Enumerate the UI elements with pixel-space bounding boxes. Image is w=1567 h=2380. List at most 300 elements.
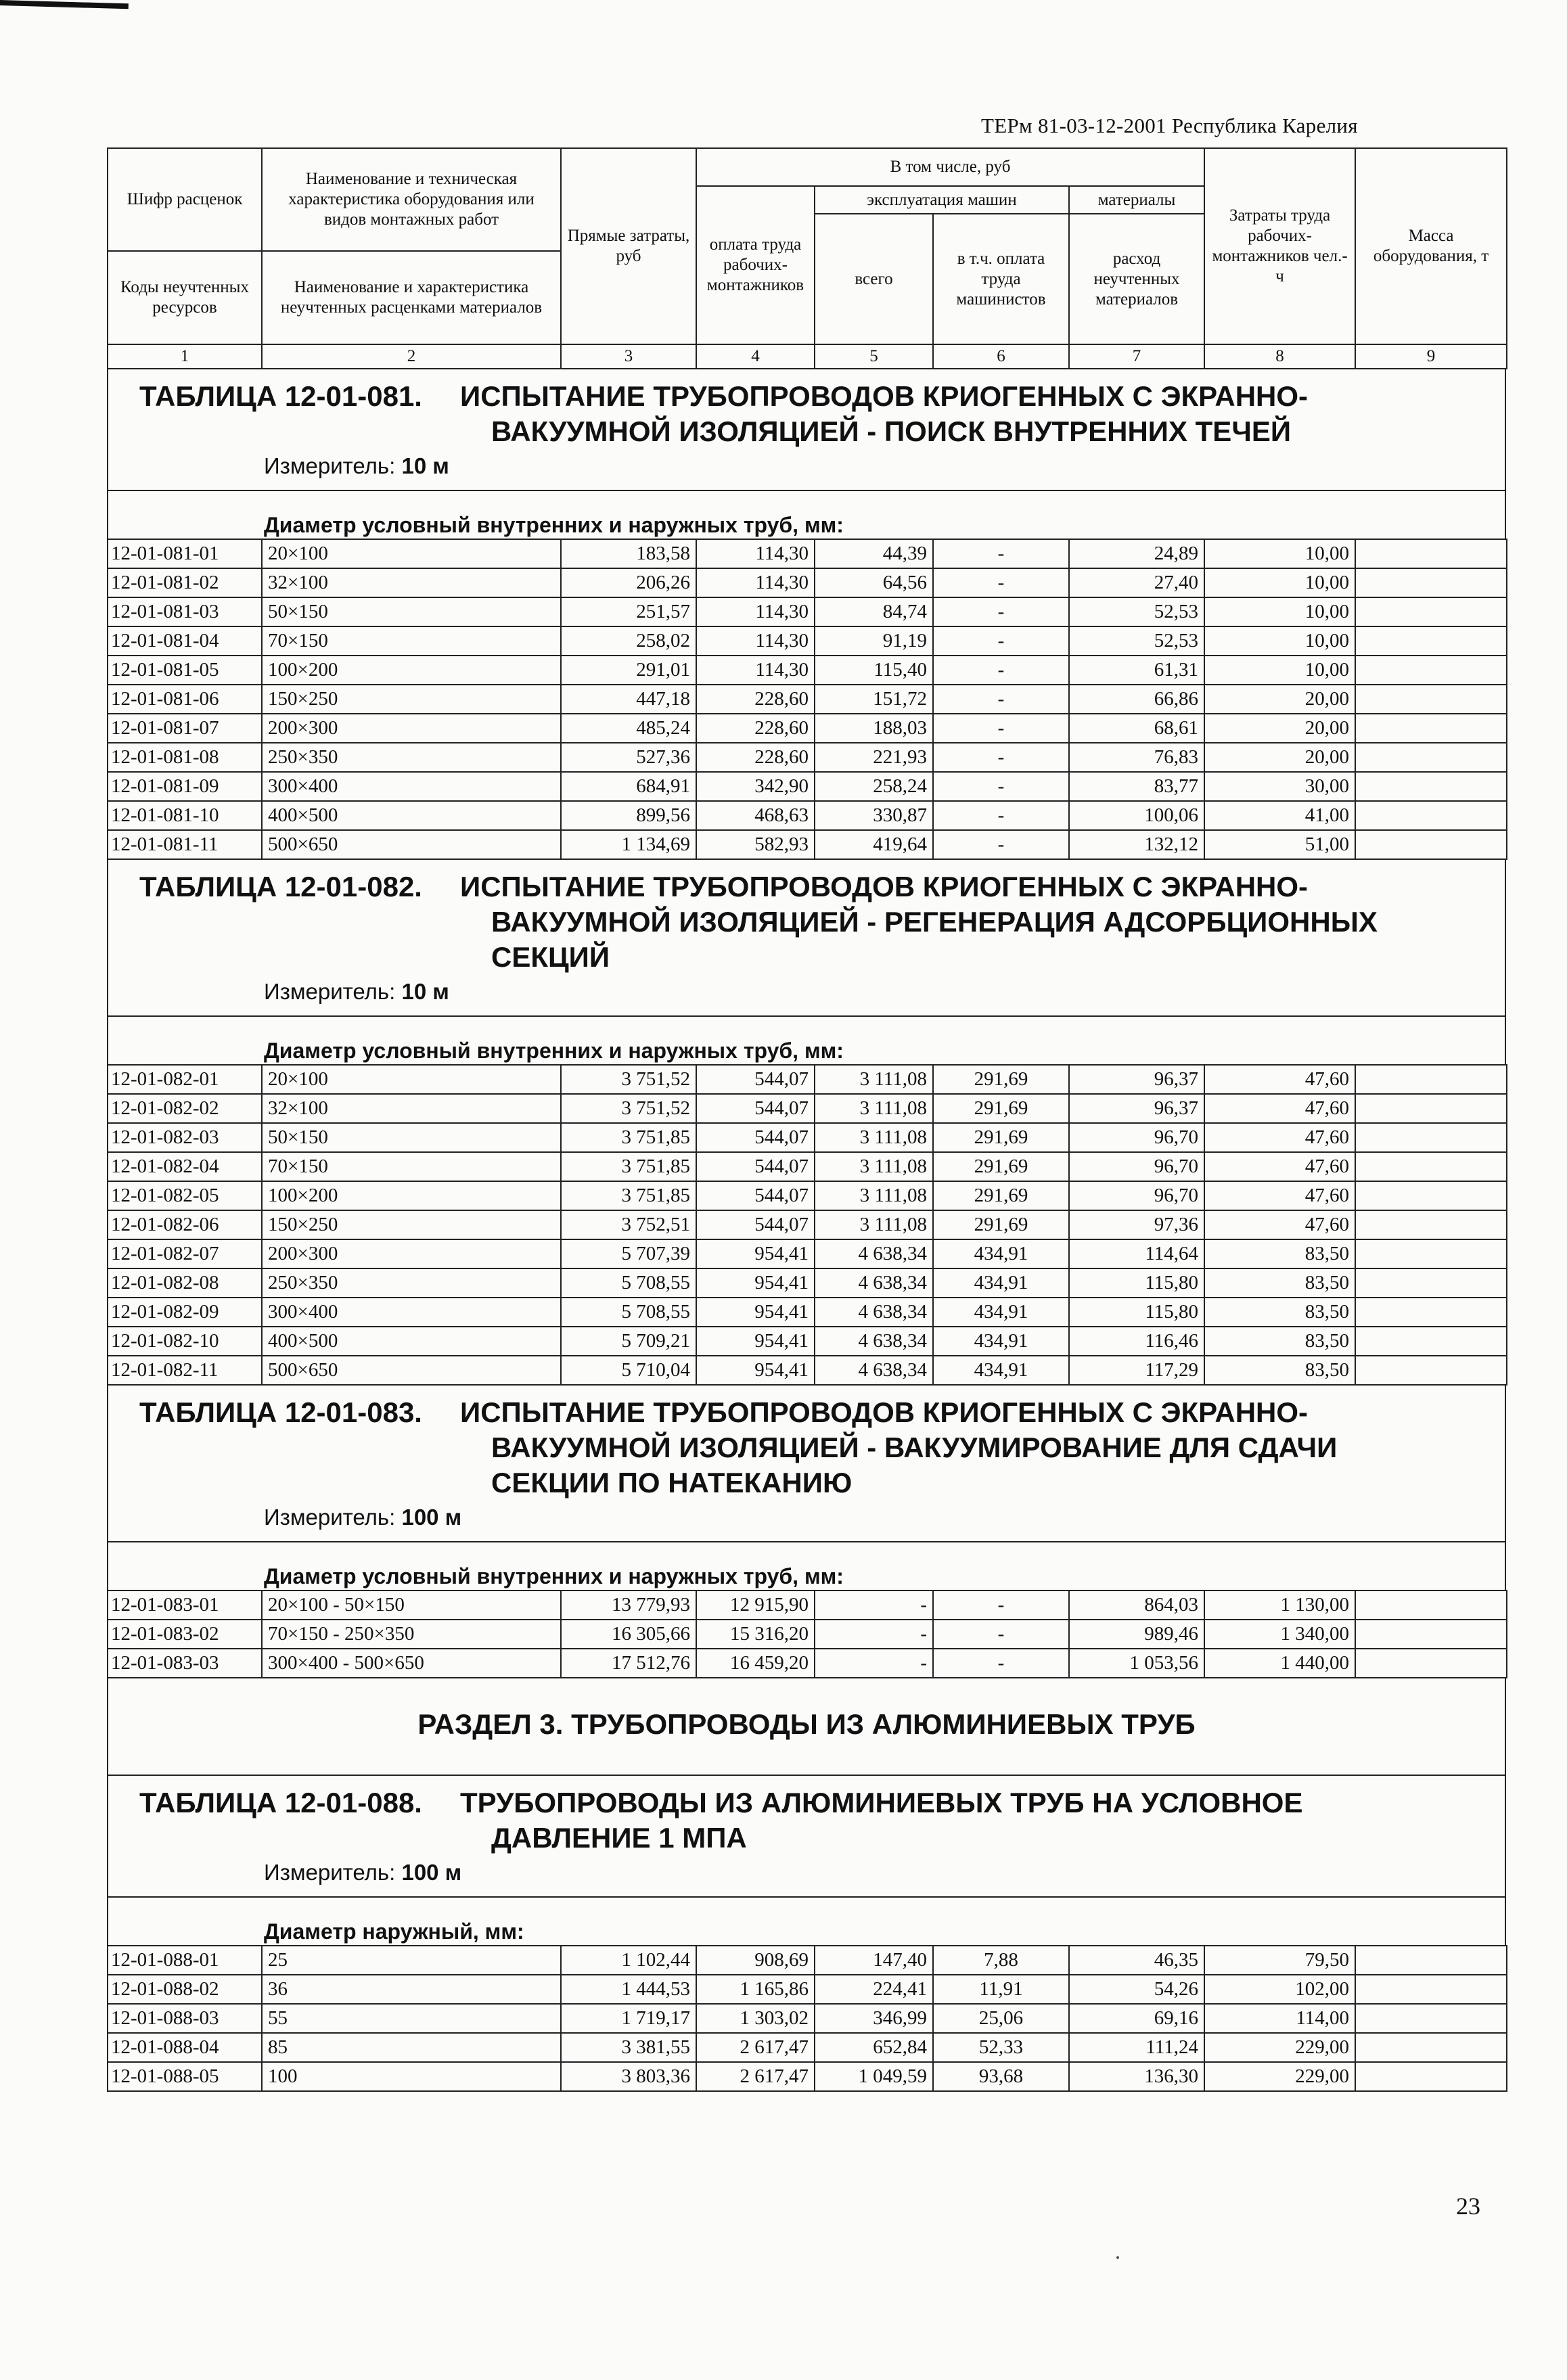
table-cell bbox=[1355, 626, 1507, 656]
table-title-line: СЕКЦИЙ bbox=[491, 941, 610, 973]
table-cell: 485,24 bbox=[561, 714, 696, 743]
table-cell: 500×650 bbox=[262, 830, 561, 859]
table-cell: 12-01-082-08 bbox=[108, 1268, 262, 1298]
table-cell: 69,16 bbox=[1069, 2004, 1204, 2033]
table-cell: 3 752,51 bbox=[561, 1210, 696, 1239]
table-cell: 544,07 bbox=[696, 1065, 815, 1094]
table-cell: 114,64 bbox=[1069, 1239, 1204, 1268]
table-cell: 83,50 bbox=[1204, 1356, 1355, 1385]
table-cell: 954,41 bbox=[696, 1268, 815, 1298]
table-cell: 291,69 bbox=[933, 1065, 1069, 1094]
table-cell: 52,33 bbox=[933, 2033, 1069, 2062]
table-cell: 527,36 bbox=[561, 743, 696, 772]
table-cell: 228,60 bbox=[696, 685, 815, 714]
table-cell: - bbox=[933, 656, 1069, 685]
table-blocks bbox=[107, 369, 1506, 2092]
table-cell: 434,91 bbox=[933, 1268, 1069, 1298]
table-cell: 44,39 bbox=[815, 539, 933, 568]
table-cell: 221,93 bbox=[815, 743, 933, 772]
unit-of-measure bbox=[108, 449, 1505, 490]
table-cell: - bbox=[933, 539, 1069, 568]
table-cell: 70×150 bbox=[262, 1152, 561, 1181]
table-cell: - bbox=[933, 743, 1069, 772]
table-cell: - bbox=[815, 1620, 933, 1649]
table-cell: 4 638,34 bbox=[815, 1298, 933, 1327]
table-cell: 989,46 bbox=[1069, 1620, 1204, 1649]
table-cell: 114,30 bbox=[696, 539, 815, 568]
table-cell: 250×350 bbox=[262, 743, 561, 772]
table-cell bbox=[1355, 1239, 1507, 1268]
table-cell: 24,89 bbox=[1069, 539, 1204, 568]
table-cell: 291,69 bbox=[933, 1123, 1069, 1152]
table-cell: 291,69 bbox=[933, 1181, 1069, 1210]
table-cell: 1 719,17 bbox=[561, 2004, 696, 2033]
table-cell: 3 111,08 bbox=[815, 1152, 933, 1181]
column-number: 1 bbox=[108, 344, 262, 369]
table-cell: 25 bbox=[262, 1946, 561, 1975]
table-row bbox=[108, 830, 1507, 859]
table-cell: 5 707,39 bbox=[561, 1239, 696, 1268]
table-cell: 4 638,34 bbox=[815, 1356, 933, 1385]
table-cell: 12-01-088-04 bbox=[108, 2033, 262, 2062]
header-materials: материалы bbox=[1069, 186, 1204, 214]
table-cell: 25,06 bbox=[933, 2004, 1069, 2033]
table-cell: 3 803,36 bbox=[561, 2062, 696, 2091]
table-row bbox=[108, 1591, 1507, 1620]
column-number: 3 bbox=[561, 344, 696, 369]
table-cell: 96,70 bbox=[1069, 1123, 1204, 1152]
table-cell: 10,00 bbox=[1204, 597, 1355, 626]
table-cell: 544,07 bbox=[696, 1210, 815, 1239]
section-heading: РАЗДЕЛ 3. ТРУБОПРОВОДЫ ИЗ АЛЮМИНИЕВЫХ ТРУБ bbox=[108, 1678, 1505, 1776]
table-cell: 954,41 bbox=[696, 1356, 815, 1385]
table-cell bbox=[1355, 1210, 1507, 1239]
table-cell: 136,30 bbox=[1069, 2062, 1204, 2091]
table-cell bbox=[1355, 1181, 1507, 1210]
table-cell: 96,37 bbox=[1069, 1094, 1204, 1123]
table-row bbox=[108, 1327, 1507, 1356]
table-cell: 188,03 bbox=[815, 714, 933, 743]
table-cell: 83,50 bbox=[1204, 1298, 1355, 1327]
table-cell: 12-01-082-07 bbox=[108, 1239, 262, 1268]
table-cell: 114,30 bbox=[696, 597, 815, 626]
table-cell: - bbox=[933, 568, 1069, 597]
table-cell: 150×250 bbox=[262, 1210, 561, 1239]
table-row bbox=[108, 2033, 1507, 2062]
table-code: ТАБЛИЦА 12-01-081. bbox=[139, 380, 422, 412]
table-row bbox=[108, 539, 1507, 568]
table-cell: 114,30 bbox=[696, 568, 815, 597]
table-cell bbox=[1355, 2062, 1507, 2091]
table-cell: 115,40 bbox=[815, 656, 933, 685]
table-row bbox=[108, 626, 1507, 656]
table-cell: 47,60 bbox=[1204, 1123, 1355, 1152]
table-cell bbox=[1355, 1268, 1507, 1298]
table-title-line: ТРУБОПРОВОДЫ ИЗ АЛЮМИНИЕВЫХ ТРУБ НА УСЛОВНОЕ bbox=[460, 1787, 1303, 1818]
table-cell bbox=[1355, 1327, 1507, 1356]
table-cell: 12-01-082-10 bbox=[108, 1327, 262, 1356]
table-cell: 32×100 bbox=[262, 568, 561, 597]
table-cell: 20×100 bbox=[262, 539, 561, 568]
table-cell: - bbox=[933, 772, 1069, 801]
table-cell: 1 165,86 bbox=[696, 1975, 815, 2004]
table-cell: 206,26 bbox=[561, 568, 696, 597]
table-cell: 12-01-082-06 bbox=[108, 1210, 262, 1239]
table-cell: 3 111,08 bbox=[815, 1123, 933, 1152]
table-cell: 12-01-081-03 bbox=[108, 597, 262, 626]
table-cell: 41,00 bbox=[1204, 801, 1355, 830]
table-cell: 147,40 bbox=[815, 1946, 933, 1975]
table-cell: 66,86 bbox=[1069, 685, 1204, 714]
column-number: 8 bbox=[1204, 344, 1355, 369]
table-cell: 20,00 bbox=[1204, 743, 1355, 772]
table-cell: 5 708,55 bbox=[561, 1298, 696, 1327]
rate-table bbox=[107, 1590, 1507, 1678]
table-cell: 52,53 bbox=[1069, 626, 1204, 656]
table-cell: 30,00 bbox=[1204, 772, 1355, 801]
table-cell: 346,99 bbox=[815, 2004, 933, 2033]
table-row bbox=[108, 1239, 1507, 1268]
table-cell: 12-01-081-10 bbox=[108, 801, 262, 830]
header-mass: Масса оборудования, т bbox=[1355, 148, 1507, 344]
table-cell: 291,01 bbox=[561, 656, 696, 685]
table-cell: 251,57 bbox=[561, 597, 696, 626]
table-row bbox=[108, 801, 1507, 830]
table-cell: 12-01-081-11 bbox=[108, 830, 262, 859]
unit-value: 100 м bbox=[401, 1860, 462, 1885]
table-cell: - bbox=[933, 597, 1069, 626]
table-title-line: ВАКУУМНОЙ ИЗОЛЯЦИЕЙ - ПОИСК ВНУТРЕННИХ ТЕЧЕЙ bbox=[491, 415, 1292, 447]
table-cell bbox=[1355, 714, 1507, 743]
table-row bbox=[108, 2004, 1507, 2033]
table-cell bbox=[1355, 2004, 1507, 2033]
table-cell: 20×100 bbox=[262, 1065, 561, 1094]
table-cell: 3 751,85 bbox=[561, 1181, 696, 1210]
table-cell: - bbox=[933, 685, 1069, 714]
table-cell: 684,91 bbox=[561, 772, 696, 801]
table-cell: 954,41 bbox=[696, 1298, 815, 1327]
table-title-line: ИСПЫТАНИЕ ТРУБОПРОВОДОВ КРИОГЕННЫХ С ЭКРАННО- bbox=[460, 380, 1309, 412]
table-cell: 400×500 bbox=[262, 801, 561, 830]
table-cell: 83,50 bbox=[1204, 1239, 1355, 1268]
table-cell: 96,37 bbox=[1069, 1065, 1204, 1094]
table-cell: - bbox=[933, 1649, 1069, 1678]
table-cell: 50×150 bbox=[262, 597, 561, 626]
table-cell: 16 459,20 bbox=[696, 1649, 815, 1678]
table-row bbox=[108, 1946, 1507, 1975]
table-cell: 10,00 bbox=[1204, 626, 1355, 656]
table-cell: 116,46 bbox=[1069, 1327, 1204, 1356]
table-cell: 7,88 bbox=[933, 1946, 1069, 1975]
table-cell: - bbox=[815, 1649, 933, 1678]
table-cell: 51,00 bbox=[1204, 830, 1355, 859]
rate-table bbox=[107, 539, 1507, 860]
column-number: 5 bbox=[815, 344, 933, 369]
table-cell: 100×200 bbox=[262, 1181, 561, 1210]
table-row bbox=[108, 2062, 1507, 2091]
table-cell: - bbox=[933, 1591, 1069, 1620]
rate-table-block bbox=[107, 1678, 1506, 1945]
table-cell bbox=[1355, 568, 1507, 597]
table-cell: 342,90 bbox=[696, 772, 815, 801]
table-cell: 10,00 bbox=[1204, 656, 1355, 685]
table-cell: 12-01-088-02 bbox=[108, 1975, 262, 2004]
table-cell: 12-01-082-02 bbox=[108, 1094, 262, 1123]
table-cell: 3 381,55 bbox=[561, 2033, 696, 2062]
table-row bbox=[108, 1181, 1507, 1210]
table-cell: 12-01-082-11 bbox=[108, 1356, 262, 1385]
header-machines: эксплуатация машин bbox=[815, 186, 1069, 214]
table-title-line: ВАКУУМНОЙ ИЗОЛЯЦИЕЙ - ВАКУУМИРОВАНИЕ ДЛЯ СДАЧИ bbox=[491, 1432, 1338, 1463]
page-number: 23 bbox=[1456, 2193, 1480, 2220]
unit-label: Измеритель: bbox=[264, 1505, 396, 1530]
rate-table-block bbox=[107, 1386, 1506, 1590]
table-cell: 1 049,59 bbox=[815, 2062, 933, 2091]
table-cell: 12-01-082-03 bbox=[108, 1123, 262, 1152]
price-table-sheet bbox=[107, 147, 1506, 2092]
table-row bbox=[108, 1356, 1507, 1385]
table-cell: 3 111,08 bbox=[815, 1065, 933, 1094]
table-cell: 1 444,53 bbox=[561, 1975, 696, 2004]
table-cell: 652,84 bbox=[815, 2033, 933, 2062]
table-row bbox=[108, 1298, 1507, 1327]
table-cell: 20,00 bbox=[1204, 685, 1355, 714]
table-row bbox=[108, 685, 1507, 714]
table-cell: 47,60 bbox=[1204, 1094, 1355, 1123]
table-cell: 84,74 bbox=[815, 597, 933, 626]
table-cell: 76,83 bbox=[1069, 743, 1204, 772]
table-cell: 55 bbox=[262, 2004, 561, 2033]
table-cell: 544,07 bbox=[696, 1123, 815, 1152]
table-cell: 97,36 bbox=[1069, 1210, 1204, 1239]
table-cell: 12-01-088-05 bbox=[108, 2062, 262, 2091]
table-cell: 11,91 bbox=[933, 1975, 1069, 2004]
table-cell: 85 bbox=[262, 2033, 561, 2062]
table-cell: 544,07 bbox=[696, 1181, 815, 1210]
table-cell: 2 617,47 bbox=[696, 2033, 815, 2062]
table-code: ТАБЛИЦА 12-01-088. bbox=[139, 1787, 422, 1818]
table-cell: 183,58 bbox=[561, 539, 696, 568]
table-cell: 300×400 - 500×650 bbox=[262, 1649, 561, 1678]
table-cell: 1 130,00 bbox=[1204, 1591, 1355, 1620]
table-cell: 291,69 bbox=[933, 1094, 1069, 1123]
table-cell: 5 709,21 bbox=[561, 1327, 696, 1356]
table-cell: 544,07 bbox=[696, 1094, 815, 1123]
table-cell: 15 316,20 bbox=[696, 1620, 815, 1649]
table-cell: 96,70 bbox=[1069, 1181, 1204, 1210]
table-cell: 47,60 bbox=[1204, 1210, 1355, 1239]
table-cell: 36 bbox=[262, 1975, 561, 2004]
scan-edge-mark bbox=[0, 0, 129, 9]
rate-table bbox=[107, 1945, 1507, 2092]
table-cell: 434,91 bbox=[933, 1298, 1069, 1327]
table-cell: 5 710,04 bbox=[561, 1356, 696, 1385]
table-cell: 47,60 bbox=[1204, 1065, 1355, 1094]
table-code: ТАБЛИЦА 12-01-083. bbox=[139, 1396, 422, 1428]
table-cell: 93,68 bbox=[933, 2062, 1069, 2091]
table-cell: 117,29 bbox=[1069, 1356, 1204, 1385]
table-row bbox=[108, 656, 1507, 685]
table-cell: 200×300 bbox=[262, 714, 561, 743]
table-cell: 96,70 bbox=[1069, 1152, 1204, 1181]
table-cell: 27,40 bbox=[1069, 568, 1204, 597]
table-cell: 79,50 bbox=[1204, 1946, 1355, 1975]
unit-value: 100 м bbox=[401, 1505, 462, 1530]
table-cell: 47,60 bbox=[1204, 1181, 1355, 1210]
header-code: Шифр расценок bbox=[108, 148, 262, 251]
table-row bbox=[108, 1620, 1507, 1649]
table-cell bbox=[1355, 1094, 1507, 1123]
table-cell: 151,72 bbox=[815, 685, 933, 714]
column-number: 4 bbox=[696, 344, 815, 369]
table-cell: - bbox=[933, 830, 1069, 859]
table-cell: 1 440,00 bbox=[1204, 1649, 1355, 1678]
table-row bbox=[108, 1210, 1507, 1239]
table-cell: 20×100 - 50×150 bbox=[262, 1591, 561, 1620]
table-cell: 20,00 bbox=[1204, 714, 1355, 743]
table-cell bbox=[1355, 1975, 1507, 2004]
table-cell: 12-01-082-09 bbox=[108, 1298, 262, 1327]
table-cell bbox=[1355, 539, 1507, 568]
header-wages: оплата труда рабочих-монтажников bbox=[696, 186, 815, 344]
unit-label: Измеритель: bbox=[264, 453, 396, 478]
table-row bbox=[108, 1123, 1507, 1152]
table-cell: 12-01-081-07 bbox=[108, 714, 262, 743]
table-cell: - bbox=[815, 1591, 933, 1620]
diameter-caption: Диаметр условный внутренних и наружных труб, мм: bbox=[264, 1564, 844, 1588]
table-cell bbox=[1355, 1356, 1507, 1385]
diameter-caption: Диаметр наружный, мм: bbox=[264, 1919, 524, 1944]
table-cell: 3 751,85 bbox=[561, 1152, 696, 1181]
table-row bbox=[108, 1649, 1507, 1678]
scan-speck bbox=[1116, 2256, 1119, 2259]
column-number: 9 bbox=[1355, 344, 1507, 369]
table-cell: 12-01-081-06 bbox=[108, 685, 262, 714]
table-cell: 3 111,08 bbox=[815, 1181, 933, 1210]
table-row bbox=[108, 1152, 1507, 1181]
header-labor: Затраты труда рабочих-монтажников чел.-ч bbox=[1204, 148, 1355, 344]
table-title-line: ВАКУУМНОЙ ИЗОЛЯЦИЕЙ - РЕГЕНЕРАЦИЯ АДСОРБЦИОННЫХ bbox=[491, 906, 1378, 938]
table-cell: 582,93 bbox=[696, 830, 815, 859]
table-cell: 52,53 bbox=[1069, 597, 1204, 626]
rate-table-block bbox=[107, 369, 1506, 539]
table-cell: 447,18 bbox=[561, 685, 696, 714]
rate-table-block bbox=[107, 860, 1506, 1064]
table-cell: 291,69 bbox=[933, 1152, 1069, 1181]
table-cell: 229,00 bbox=[1204, 2062, 1355, 2091]
column-number: 2 bbox=[262, 344, 561, 369]
table-cell: 258,02 bbox=[561, 626, 696, 656]
unit-value: 10 м bbox=[401, 453, 449, 478]
table-cell: 12-01-083-03 bbox=[108, 1649, 262, 1678]
table-cell: 1 340,00 bbox=[1204, 1620, 1355, 1649]
table-cell bbox=[1355, 2033, 1507, 2062]
diameter-caption: Диаметр условный внутренних и наружных труб, мм: bbox=[264, 1038, 844, 1063]
table-cell: 100×200 bbox=[262, 656, 561, 685]
table-cell: 102,00 bbox=[1204, 1975, 1355, 2004]
unit-label: Измеритель: bbox=[264, 979, 396, 1004]
table-cell: 12-01-083-02 bbox=[108, 1620, 262, 1649]
table-title bbox=[108, 369, 1505, 449]
table-cell: 12-01-081-05 bbox=[108, 656, 262, 685]
table-cell: 300×400 bbox=[262, 1298, 561, 1327]
diameter-caption: Диаметр условный внутренних и наружных труб, мм: bbox=[264, 513, 844, 537]
table-cell: 434,91 bbox=[933, 1327, 1069, 1356]
table-cell: 114,30 bbox=[696, 656, 815, 685]
table-cell: 12-01-082-01 bbox=[108, 1065, 262, 1094]
table-cell: 954,41 bbox=[696, 1239, 815, 1268]
table-title bbox=[108, 1386, 1505, 1501]
table-cell: 4 638,34 bbox=[815, 1239, 933, 1268]
unit-label: Измеритель: bbox=[264, 1860, 396, 1885]
table-title-line: ИСПЫТАНИЕ ТРУБОПРОВОДОВ КРИОГЕННЫХ С ЭКРАННО- bbox=[460, 1396, 1309, 1428]
table-row bbox=[108, 714, 1507, 743]
table-cell: 434,91 bbox=[933, 1239, 1069, 1268]
table-cell bbox=[1355, 1649, 1507, 1678]
table-cell: 12-01-082-04 bbox=[108, 1152, 262, 1181]
table-cell: 46,35 bbox=[1069, 1946, 1204, 1975]
table-cell: 228,60 bbox=[696, 743, 815, 772]
table-row bbox=[108, 1094, 1507, 1123]
table-cell: 17 512,76 bbox=[561, 1649, 696, 1678]
table-cell: 70×150 bbox=[262, 626, 561, 656]
table-cell: 13 779,93 bbox=[561, 1591, 696, 1620]
table-cell: - bbox=[933, 801, 1069, 830]
table-cell: 3 751,52 bbox=[561, 1065, 696, 1094]
table-cell: 12-01-081-04 bbox=[108, 626, 262, 656]
table-cell: 229,00 bbox=[1204, 2033, 1355, 2062]
table-cell: 91,19 bbox=[815, 626, 933, 656]
column-number: 6 bbox=[933, 344, 1069, 369]
column-header-table bbox=[107, 147, 1507, 369]
table-row bbox=[108, 568, 1507, 597]
table-cell bbox=[1355, 597, 1507, 626]
table-cell: 12-01-088-03 bbox=[108, 2004, 262, 2033]
table-cell: 899,56 bbox=[561, 801, 696, 830]
table-cell: 115,80 bbox=[1069, 1268, 1204, 1298]
table-cell: 954,41 bbox=[696, 1327, 815, 1356]
table-cell: 100,06 bbox=[1069, 801, 1204, 830]
table-cell bbox=[1355, 1591, 1507, 1620]
table-cell: 291,69 bbox=[933, 1210, 1069, 1239]
table-cell: 544,07 bbox=[696, 1152, 815, 1181]
table-cell: 468,63 bbox=[696, 801, 815, 830]
table-row bbox=[108, 743, 1507, 772]
table-cell: 10,00 bbox=[1204, 568, 1355, 597]
table-cell: 200×300 bbox=[262, 1239, 561, 1268]
table-cell: - bbox=[933, 626, 1069, 656]
column-number: 7 bbox=[1069, 344, 1204, 369]
table-cell: 12-01-081-02 bbox=[108, 568, 262, 597]
table-cell: 12-01-081-09 bbox=[108, 772, 262, 801]
header-materials-name: Наименование и характеристика неучтенных расценками материалов bbox=[262, 251, 561, 344]
table-cell: 1 102,44 bbox=[561, 1946, 696, 1975]
table-cell: 3 111,08 bbox=[815, 1210, 933, 1239]
table-cell bbox=[1355, 656, 1507, 685]
header-material-use: расход неучтенных материалов bbox=[1069, 214, 1204, 344]
table-cell: 3 751,52 bbox=[561, 1094, 696, 1123]
table-cell: 12-01-088-01 bbox=[108, 1946, 262, 1975]
table-cell: - bbox=[933, 1620, 1069, 1649]
header-machines-total: всего bbox=[815, 214, 933, 344]
table-cell: 300×400 bbox=[262, 772, 561, 801]
column-number-row bbox=[108, 344, 1507, 369]
table-cell bbox=[1355, 1620, 1507, 1649]
table-cell: 132,12 bbox=[1069, 830, 1204, 859]
table-cell: 32×100 bbox=[262, 1094, 561, 1123]
table-title-line: СЕКЦИИ ПО НАТЕКАНИЮ bbox=[491, 1467, 853, 1498]
table-cell: 54,26 bbox=[1069, 1975, 1204, 2004]
